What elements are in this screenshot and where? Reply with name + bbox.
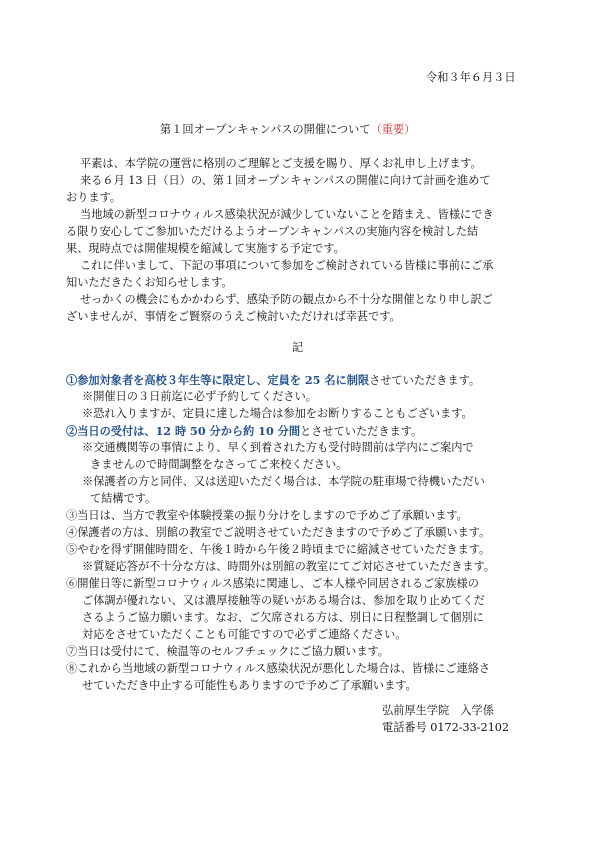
list-item-1 (66, 372, 480, 389)
list-item-2 (66, 423, 422, 440)
important-tag: （重要） (370, 123, 416, 136)
paragraph-line: 知いただきたくお知らせします。 (66, 276, 233, 289)
paragraph-line: ざいませんが、事情をご賢察のうえご検討いただければ幸甚です。 (66, 310, 401, 323)
paragraph-line: 果、現時点では開催規模を縮減して実施する予定です。 (66, 242, 345, 255)
paragraph-line: 来る６月 13 日（日）の、第１回オープンキャンパスの開催に向けて計画を進めて (80, 174, 491, 187)
item-number: ① (66, 373, 78, 387)
ki-heading: 記 (292, 341, 304, 354)
list-item-6-cont: さるようご協力願います。なお、ご欠席される方は、別日に日程整調して個別に (82, 611, 484, 624)
paragraph-line: せっかくの機会にもかかわらず、感染予防の観点から不十分な開催となり申し訳ご (80, 293, 493, 306)
list-note: ※質疑応答が不十分な方は、時間外は別館の教室にてご対応させていただきます。 (82, 560, 496, 573)
item-emphasis: 参加対象者を高校３年生等に限定し、定員を 25 名に制限 (77, 373, 370, 387)
document-date: 令和３年６月３日 (426, 71, 516, 84)
list-item-8-cont: せていただき中止する可能性もありますので予めご了承願います。 (82, 679, 417, 692)
item-emphasis: 当日の受付は、12 時 50 分から約 10 分間 (77, 424, 301, 438)
signature-phone: 電話番号 0172-33-2102 (382, 721, 510, 734)
list-note: ※開催日の３日前迄に必ず予約してください。 (82, 390, 317, 403)
list-note-cont: きませんので時間調整をなさってご来校ください。 (90, 458, 348, 471)
signature-org: 弘前厚生学院 入学係 (382, 704, 494, 717)
list-item-8: ⑧これから当地域の新型コロナウィルス感染状況が悪化した場合は、皆様にご連絡さ (66, 662, 491, 675)
list-note-cont: て結構です。 (90, 492, 157, 505)
list-item-7: ⑦当日は受付にて、検温等のセルフチェックにご協力願います。 (66, 645, 389, 658)
title-text: 第１回オープンキャンパスの開催について (160, 123, 371, 136)
document-title (160, 122, 415, 138)
item-text: させていただきます。 (369, 374, 481, 387)
item-number: ② (66, 424, 78, 438)
paragraph-line: おります。 (66, 191, 122, 204)
paragraph-line: これに伴いまして、下記の事項について参加をご検討されている皆様に事前にご承 (80, 259, 494, 272)
paragraph-line: 平素は、本学院の運営に格別のご理解とご支援を賜り、厚くお礼申し上げます。 (80, 157, 482, 170)
list-item-6-cont: 対応をさせていただくことも可能ですので必ずご連絡ください。 (82, 628, 407, 641)
list-item-6-cont: ご体調が優れない、又は濃厚接触等の疑いがある場合は、参加を取り止めてくだ (82, 594, 485, 607)
item-text: とさせていただきます。 (300, 425, 423, 438)
list-item-5: ⑤やむを得ず開催時間を、午後１時から午後２時頃までに縮減させていただきます。 (66, 543, 491, 556)
list-note: ※保護者の方と同伴、又は送迎いただく場合は、本学院の駐車場で待機いただい (82, 475, 485, 488)
list-note: ※交通機関等の事情により、早く到着された方も受付時間前は学内にご案内で (82, 441, 474, 454)
paragraph-line: る限り安心してご参加いただけるようオープンキャンパスの実施内容を検討した結 (66, 225, 479, 238)
list-item-3: ③当日は、当方で教室や体験授業の振り分けをしますので予めご了承願います。 (66, 509, 468, 522)
paragraph-line: 当地域の新型コロナウィルス感染状況が減少していないことを踏まえ、皆様にでき (80, 208, 494, 221)
list-item-4: ④保護者の方は、別館の教室でご説明させていただきますので予めご了承願います。 (66, 526, 491, 539)
list-note: ※恐れ入りますが、定員に達した場合は参加をお断りすることもございます。 (82, 407, 473, 420)
list-item-6: ⑥開催日等に新型コロナウィルス感染に関連し、ご本人様や同居されるご家族様の (66, 577, 479, 590)
